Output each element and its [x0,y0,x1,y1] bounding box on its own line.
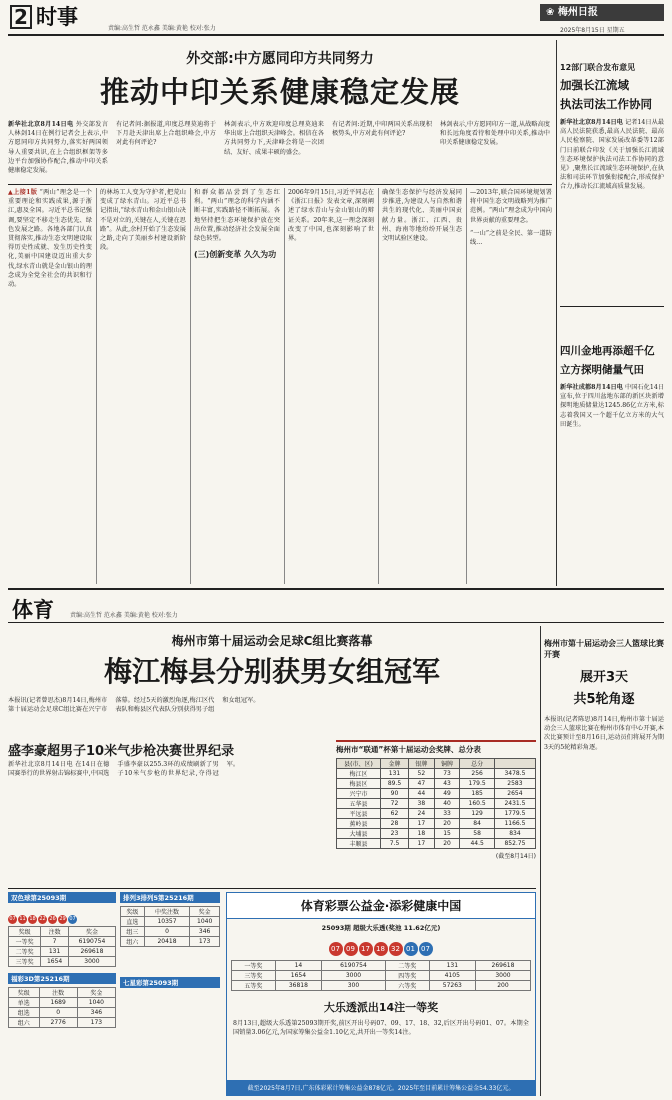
back-ball: 01 [404,942,418,956]
right-kicker: 12部门联合发布意见 [560,63,636,72]
table-cell: 852.75 [494,839,535,849]
front-ball: 17 [359,942,373,956]
masthead [0,0,672,38]
table-cell: 28 [381,819,409,829]
table-cell: 2431.5 [494,799,535,809]
table-cell: 兴宁市 [337,789,381,799]
table-cell: 15 [434,829,460,839]
sports-kicker: 梅州市第十届运动会足球C组比赛落幕 [171,634,373,648]
table-row [9,998,116,1008]
table-cell: 269618 [68,947,115,957]
table-cell: 单选 [9,998,40,1008]
table-cell: 组六 [121,937,145,947]
right-headline-2: 执法司法工作协同 [560,97,652,111]
table-row [337,779,536,789]
table-cell: 大埔县 [337,829,381,839]
table-cell: 2776 [39,1018,77,1028]
table-cell: 52 [408,769,434,779]
table-cell: 44.5 [460,839,495,849]
continued-tag: ▲上接1版 [8,189,38,196]
table-cell: 23 [381,829,409,839]
lead-col-2: 有记者问:据报道,印度总理莫迪将于下月赴天津出席上合组织峰会,中方对此有何评论? [116,121,216,147]
pl3-header: 排列3排列5第25216期 [120,892,220,903]
table-row [9,988,116,998]
table-row [337,839,536,849]
lottery-footer: 截至2025年8月7日,广东体彩累计筹集公益金878亿元。2025年至目前累计筹集公益金54.33亿元。 [227,1080,535,1095]
feature-subhead: (三)创新变革 久久为功 [194,250,277,260]
fc3d-prize-table [8,987,116,1028]
table-row [9,1008,116,1018]
right-headline-1: 加强长江流域 [560,78,629,92]
table-cell: 奖级 [9,927,41,937]
table-cell: 2583 [494,779,535,789]
masthead-credits: 责编:高生哲 范永鑫 美编:黄艳 校对:张力 [108,25,216,32]
lottery-draw-label: 25093期 超级大乐透(奖池 11.62亿元) [321,924,441,932]
table-cell: 奖金 [68,927,115,937]
table-row [121,917,220,927]
feature-col-3: 和群众都品尝到了生态红利。“两山”理念的科学内涵不断丰富,实践路径不断拓展。各地坚持把生态环境保护放在突出位置,推动经济社会发展全面绿色转型。 (三)创新变革 久久为功 [194,189,280,260]
table-cell: 49 [434,789,460,799]
lead-kicker: 外交部:中方愿同印方共同努力 [186,51,374,67]
table-cell: 0 [144,927,190,937]
table-cell: 组三 [121,927,145,937]
sports-credits: 责编:高生哲 范永鑫 美编:黄艳 校对:张力 [70,612,178,619]
table-cell: 18 [408,829,434,839]
lead-dateline: 新华社北京8月14日电 [8,121,74,128]
table-cell: 6190754 [68,937,115,947]
table-cell: 组六 [9,1018,40,1028]
table-row [337,809,536,819]
table-row [9,957,116,967]
table-cell: 38 [408,799,434,809]
lottery-left [8,892,116,1096]
lead-headline: 推动中印关系健康稳定发展 [99,75,460,109]
table-cell: 173 [190,937,220,947]
table-cell: 185 [460,789,495,799]
sub-headline: 盛李豪超男子10米气步枪决赛世界纪录 [8,744,235,759]
table-row [9,937,116,947]
dlt-balls [227,936,535,956]
right-body-1: 新华社北京8月14日电 记者14日从最高人民法院获悉,最高人民法院、最高人民检察院、国家发展改革委等12部门日前联合印发《关于加强长江流域生态环境保护执法司法工作协同的意见》,聚焦长江流域生态环境保护,在执法和司法环节加强衔接配合,形成保护合力,推动长江流域高质量发展。 [560,119,664,191]
table-cell: 90 [381,789,409,799]
table-cell: 73 [434,769,460,779]
table-cell: 3000 [68,957,115,967]
table-cell: 蕉岭县 [337,819,381,829]
right-body-2: 新华社成都8月14日电 中国石化14日宣布,位于四川盆地东部的新区块新增探明地质储量达1245.86亿立方米,标志着我国又一个超千亿立方米的大气田诞生。 [560,384,664,428]
medal-table-note: (截至8月14日) [495,853,536,860]
front-ball: 32 [389,942,403,956]
table-cell: 346 [190,927,220,937]
table-cell: 33 [434,809,460,819]
medal-header-cell: 总分 [460,759,495,769]
table-cell: 3478.5 [494,769,535,779]
right-headline-3: 四川金地再添超千亿 [560,345,655,357]
ssq-balls: 07 11 18 22 26 29 07 [9,916,76,922]
lead-col-1 [8,120,108,180]
ssq-prize-table [8,926,116,967]
table-cell: 组选 [9,1008,40,1018]
sports-right-body: 本报讯(记者陈思)8月14日,梅州市第十届运动会三人篮球比赛在梅州市体育中心开赛,本次比赛预计至8月16日,运动员们将展开为期3天的5轮精彩角逐。 [544,716,664,751]
lottery-title: 体育彩票公益金·添彩健康中国 [227,893,535,919]
table-cell: 7 [41,937,69,947]
table-cell: 奖级 [121,907,145,917]
table-cell: 1779.5 [494,809,535,819]
medal-table-box [336,740,536,880]
table-cell: 1654 [41,957,69,967]
table-row [337,769,536,779]
feature-col-5: 确保生态保护与经济发展同步推进,为建设人与自然和谐共生的现代化、美丽中国贡献力量。浙江、江西、贵州、海南等地纷纷开展生态文明试验区建设。 [382,189,462,243]
feature-col-6: —2013年,联合国环境规划署将中国生态文明战略列为推广范例。“两山”理念成为中国向世界贡献的重要理念。 “一山”之前是全民、第一道防线… [470,189,552,247]
fc3d-header: 福彩3D第25216期 [8,973,116,984]
table-cell: 奖金 [190,907,220,917]
page-number: 2 [10,5,32,29]
right-top-story [560,40,664,586]
feature-col-4: 2006年9月15日,习近平同志在《浙江日报》发表文章,深刻阐述了绿水青山与金山银山的辩证关系。20年来,这一理念深刻改变了中国,也深刻影响了世界。 [288,189,374,243]
sports-right-kicker: 梅州市第十届运动会三人篮球比赛开赛 [544,639,664,659]
medal-header-cell: 金牌 [381,759,409,769]
table-cell: 梅县区 [337,779,381,789]
sports-right-headline-2: 共5轮角逐 [573,692,635,707]
table-cell: 131 [381,769,409,779]
table-cell: 173 [77,1018,115,1028]
medal-header-cell: 县(市、区) [337,759,381,769]
lottery-mid [120,892,220,1096]
table-cell: 20 [434,819,460,829]
table-cell: 346 [77,1008,115,1018]
medal-table-header [337,759,536,769]
front-ball: 09 [344,942,358,956]
sports-header [8,592,664,622]
paper-name-badge [540,4,664,21]
table-cell: 梅江区 [337,769,381,779]
medal-table-title: 梅州市“联通”杯第十届运动会奖牌、总分表 [336,740,536,755]
feature-col-1: ▲上接1版 “两山”理念是一个重要理论和实践成果,源于浙江,惠及全国。习近平总书记强调,要坚定不移走生态优先、绿色发展之路。各地各部门认真贯彻落实,推动生态文明建设取得历史性成就、发生历史性变化,美丽中国建设迈出重大步伐,绿水青山就是金山银山的理念成为全党全社会的共识和行动。 [8,189,92,289]
table-row [337,829,536,839]
table-cell: 五华县 [337,799,381,809]
right-headline-4: 立方探明储量气田 [560,364,644,376]
table-cell: 7.5 [381,839,409,849]
table-cell: 0 [39,1008,77,1018]
table-row [337,819,536,829]
table-cell: 1166.5 [494,819,535,829]
table-cell: 注数 [39,988,77,998]
table-cell: 58 [460,829,495,839]
table-row [337,789,536,799]
sports-body: 本报讯(记者曾思杰)8月14日,梅州市第十届运动会足球C组比赛在兴宁市落幕。经过5天的激烈角逐,梅江区代表队和梅县区代表队分别获得男子组和女组冠军。 [8,697,260,714]
table-cell: 17 [408,819,434,829]
table-cell: 62 [381,809,409,819]
table-cell: 72 [381,799,409,809]
front-ball: 07 [329,942,343,956]
front-ball: 18 [374,942,388,956]
table-cell: 1689 [39,998,77,1008]
table-cell: 二等奖 [9,947,41,957]
table-cell: 179.5 [460,779,495,789]
table-cell: 一等奖 [9,937,41,947]
logo-icon: ❀ [546,7,558,18]
feature-story [8,188,552,586]
table-cell: 奖级 [9,988,40,998]
table-cell: 24 [408,809,434,819]
table-cell: 44 [408,789,434,799]
table-row [9,927,116,937]
lottery-body: 8月13日,超级大乐透第25093期开奖,前区开出号码07、09、17、18、32,后区开出号码01、07。本期全国销量3.06亿元,为国家筹集公益金1.10亿元,共开出一等奖14注。 [233,1020,529,1037]
table-cell: 834 [494,829,535,839]
table-cell: 89.5 [381,779,409,789]
table-cell: 129 [460,809,495,819]
table-cell: 84 [460,819,495,829]
back-ball: 07 [419,942,433,956]
sports-right [544,626,664,1096]
table-cell: 奖金 [77,988,115,998]
table-row [9,947,116,957]
table-row [337,799,536,809]
sports-title: 体育 [12,598,54,622]
feature-col-2: 的林场工人变为守护者,把荒山变成了绿水青山。习近平总书记指出,“绿水青山和金山银山决不是对立的,关键在人,关键在思路”。从此,余村开始了生态发展之路,走向了美丽乡村建设新阶段。 [100,189,186,252]
table-cell: 47 [408,779,434,789]
table-row [9,1018,116,1028]
table-row [121,927,220,937]
section-title: 时事 [36,5,78,29]
lead-col-4: 有记者问:近期,中印两国关系出现积极势头,中方对此有何评论? [332,121,432,138]
sports-main [8,626,536,886]
table-row [121,907,220,917]
ssq-header: 双色球第25093期 [8,892,116,903]
table-cell: 平远县 [337,809,381,819]
sports-headline: 梅江梅县分别获男女组冠军 [103,655,440,688]
table-cell: 40 [434,799,460,809]
lead-col-3: 林剑表示,中方欢迎印度总理莫迪来华出席上合组织天津峰会。相信在各方共同努力下,天津峰会将是一次团结、友好、成果丰硕的盛会。 [224,121,324,156]
table-cell: 三等奖 [9,957,41,967]
medal-header-cell [494,759,535,769]
lead-story [8,40,552,182]
medal-header-cell: 银牌 [408,759,434,769]
table-cell: 256 [460,769,495,779]
pl3-prize-table [120,906,220,947]
issue-date: 2025年8月15日 星期五 [560,27,625,34]
table-cell: 131 [41,947,69,957]
qxc-header: 七星彩第25093期 [120,977,220,988]
table-cell: 中奖注数 [144,907,190,917]
table-cell: 160.5 [460,799,495,809]
table-cell: 2654 [494,789,535,799]
table-cell: 20418 [144,937,190,947]
feature-subhead-2: “一山”之前是全民、第一道防线… [470,229,552,247]
table-cell: 1040 [77,998,115,1008]
lead-intro: 外交部发言人林剑14日在例行记者会上表示,中方愿同印方共同努力,落实好两国领导人重要共识,在上合组织框架等多边平台加强协作配合,推动中印关系健康稳定发展。 [8,121,108,175]
lead-col-5: 林剑表示,中方愿同印方一道,从战略高度和长远角度看待和处理中印关系,推动中印关系健康稳定发展。 [440,121,550,147]
table-cell: 注数 [41,927,69,937]
medal-header-cell: 铜牌 [434,759,460,769]
lottery-main [226,892,536,1096]
table-cell: 1040 [190,917,220,927]
table-cell: 丰顺县 [337,839,381,849]
sub-body: 新华社北京8月14日电 在14日在德国赛举行的世界射击锦标赛中,中国选手盛李豪以255.3环的成绩刷新了男子10米气步枪的世界纪录,夺得冠军。 [8,761,240,778]
lottery-banner: 大乐透派出14注一等奖 [323,1001,439,1014]
sports-right-headline-1: 展开3天 [579,670,629,685]
table-cell: 直选 [121,917,145,927]
table-cell: 43 [434,779,460,789]
table-cell: 17 [408,839,434,849]
table-cell: 20 [434,839,460,849]
dlt-prize-grid: 一等奖 14 6190754 二等奖 131 269618 三等奖 1654 3000 四等奖 4105 3000 五等奖 36818 300 六等奖 57263 200 [231,960,531,991]
table-cell: 10357 [144,917,190,927]
medal-table [336,758,536,849]
table-row [121,937,220,947]
paper-name: 梅州日报 [557,7,598,18]
